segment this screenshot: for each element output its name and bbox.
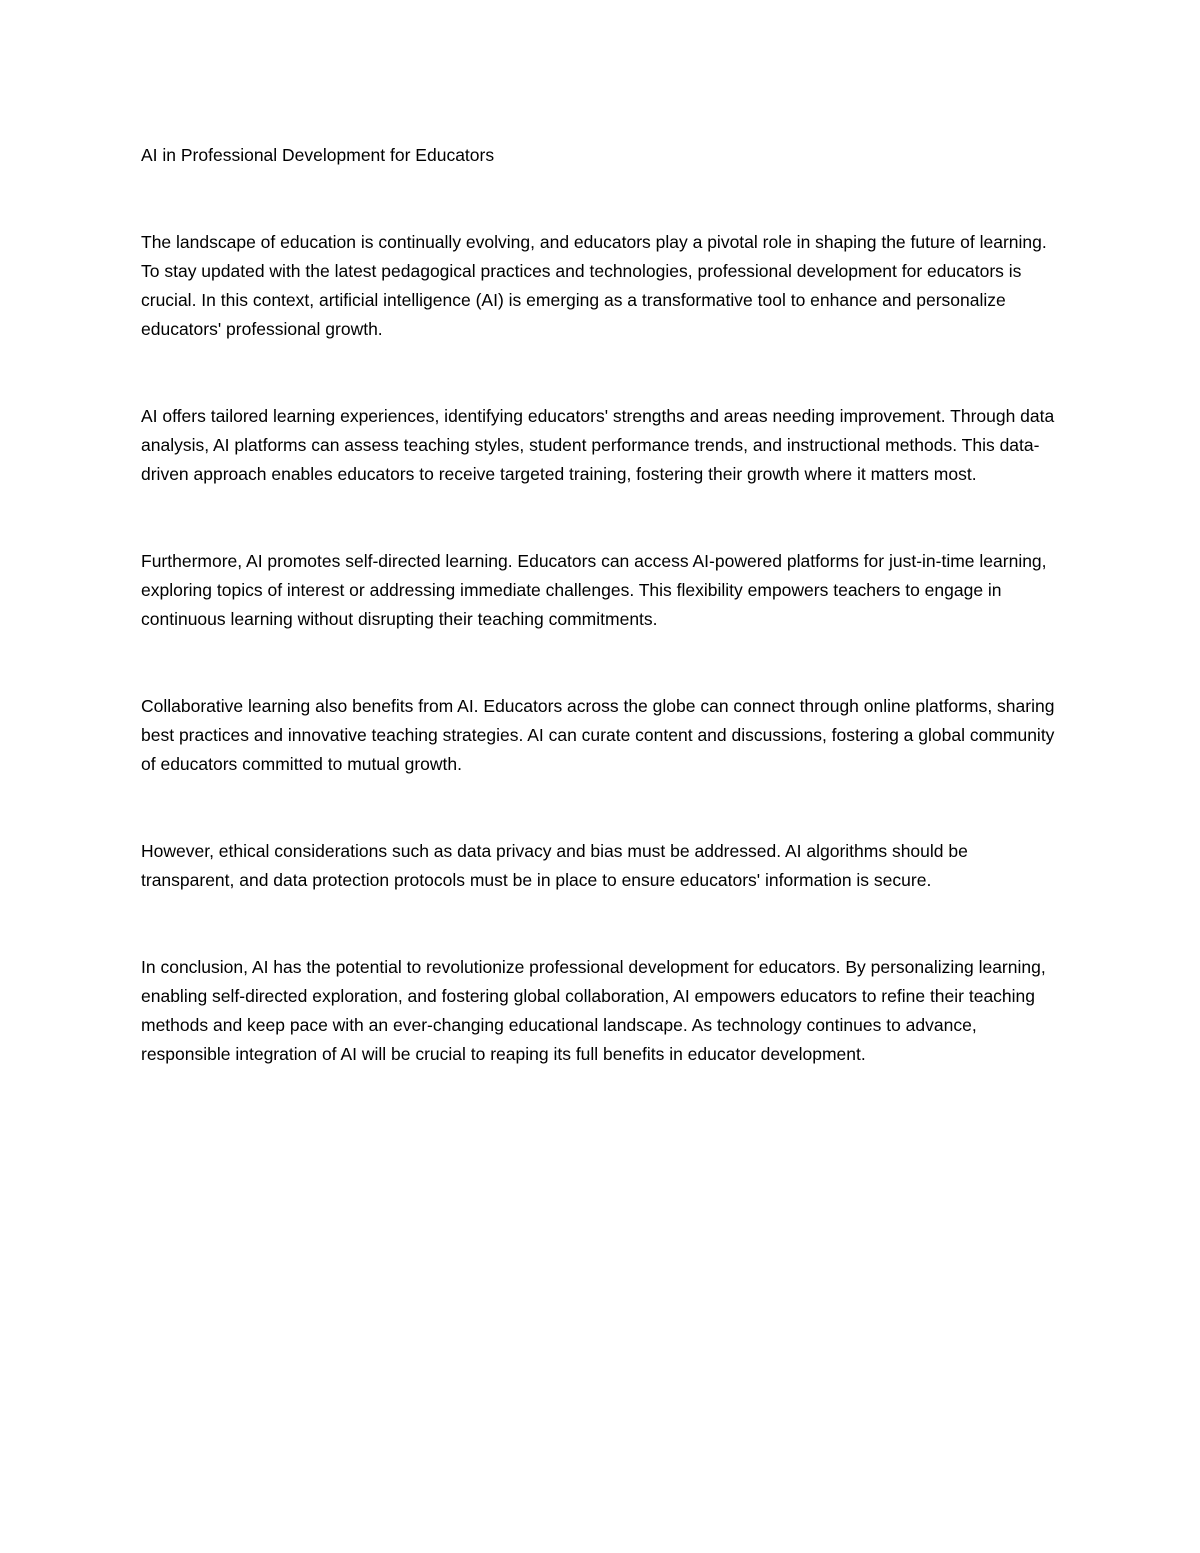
- paragraph-collaborative-learning: Collaborative learning also benefits from AI. Educators across the globe can connect through online platforms, sharing best practices and innovative teaching strategies. AI can curate content and discussions, fostering a global community of educators committed to mutual growth.: [141, 696, 1055, 774]
- paragraph-tailored-learning: AI offers tailored learning experiences, identifying educators' strengths and areas needing improvement. Through data analysis, AI platforms can assess teaching styles, student performance trends, and instructional methods. This data-driven approach enables educators to receive targeted training, fostering their growth where it matters most.: [141, 406, 1055, 484]
- paragraph-introduction: The landscape of education is continually evolving, and educators play a pivotal role in shaping the future of learning. To stay updated with the latest pedagogical practices and technologies, professional development for educators is crucial. In this context, artificial intelligence (AI) is emerging as a transformative tool to enhance and personalize educators' professional growth.: [141, 232, 1047, 339]
- paragraph-ethical-considerations: However, ethical considerations such as data privacy and bias must be addressed. AI algorithms should be transparent, and data protection protocols must be in place to ensure educators' information is secure.: [141, 841, 968, 890]
- paragraph-spacer: [141, 634, 1061, 692]
- paragraph-spacer: [141, 779, 1061, 837]
- title-spacer: [141, 170, 1061, 228]
- paragraph-spacer: [141, 489, 1061, 547]
- paragraph-spacer: [141, 895, 1061, 953]
- paragraph-conclusion: In conclusion, AI has the potential to revolutionize professional development for educators. By personalizing learning, enabling self-directed exploration, and fostering global collaboration, AI empowers educators to refine their teaching methods and keep pace with an ever-changing educational landscape. As technology continues to advance, responsible integration of AI will be crucial to reaping its full benefits in educator development.: [141, 957, 1046, 1064]
- paragraph-self-directed-learning: Furthermore, AI promotes self-directed learning. Educators can access AI-powered platforms for just-in-time learning, exploring topics of interest or addressing immediate challenges. This flexibility empowers teachers to engage in continuous learning without disrupting their teaching commitments.: [141, 551, 1047, 629]
- document-body: [141, 141, 1061, 1069]
- paragraph-spacer: [141, 344, 1061, 402]
- document-title: AI in Professional Development for Educators: [141, 145, 495, 165]
